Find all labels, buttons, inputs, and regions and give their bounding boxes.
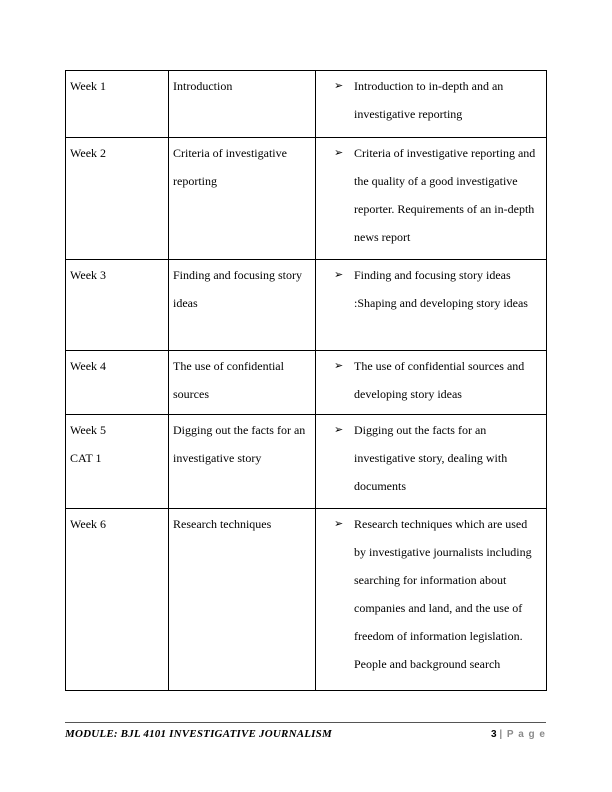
topic-cell: Criteria of investigative reporting [169,138,316,260]
week-cell [66,260,169,351]
description-text: The use of confidential sources and developing story ideas [354,359,525,401]
arrow-bullet-icon: ➢ [334,79,344,92]
footer-divider [65,722,546,723]
table-row [66,415,547,509]
topic-cell: Digging out the facts for an investigative story [169,415,316,509]
description-text: Introduction to in-depth and an investigative reporting [354,79,504,121]
week-cell [66,415,169,509]
arrow-bullet-icon: ➢ [334,146,344,159]
arrow-bullet-icon: ➢ [334,359,344,372]
table-row [66,71,547,138]
topic-cell: Research techniques [169,509,316,691]
description-text: Digging out the facts for an investigative story, dealing with documents [354,423,508,493]
week-sublabel: CAT 1 [70,451,102,465]
topic-cell: Finding and focusing story ideas [169,260,316,351]
topic-cell: Introduction [169,71,316,138]
week-label: Week 1 [70,79,107,93]
description-cell [316,509,547,691]
week-label: Week 5 [70,423,107,437]
week-label: Week 6 [70,517,107,531]
table-row [66,138,547,260]
week-label: Week 3 [70,268,107,282]
page-footer [65,728,546,740]
topic-cell: The use of confidential sources [169,351,316,415]
description-text: Finding and focusing story ideas :Shaping and developing story ideas [354,268,528,310]
description-cell [316,138,547,260]
description-cell [316,71,547,138]
description-text: Research techniques which are used by investigative journalists including searching for information about companies and land, and the use of freedom of information legislation. People and background search [354,517,532,671]
description-cell [316,415,547,509]
week-label: Week 2 [70,146,107,160]
table-row [66,351,547,415]
arrow-bullet-icon: ➢ [334,268,344,281]
footer-page-info [491,729,546,740]
week-cell [66,71,169,138]
week-label: Week 4 [70,359,107,373]
description-cell [316,260,547,351]
table-row [66,509,547,691]
table-row [66,260,547,351]
arrow-bullet-icon: ➢ [334,423,344,436]
course-schedule-table [65,70,547,691]
week-cell [66,138,169,260]
week-cell [66,509,169,691]
description-cell [316,351,547,415]
arrow-bullet-icon: ➢ [334,517,344,530]
page-number: 3 [491,729,497,740]
footer-module-title: MODULE: BJL 4101 INVESTIGATIVE JOURNALISM [65,728,332,740]
week-cell [66,351,169,415]
description-text: Criteria of investigative reporting and the quality of a good investigative reporter. Requirements of an in-depth news report [354,146,536,244]
page-suffix: | P a g e [499,729,546,740]
